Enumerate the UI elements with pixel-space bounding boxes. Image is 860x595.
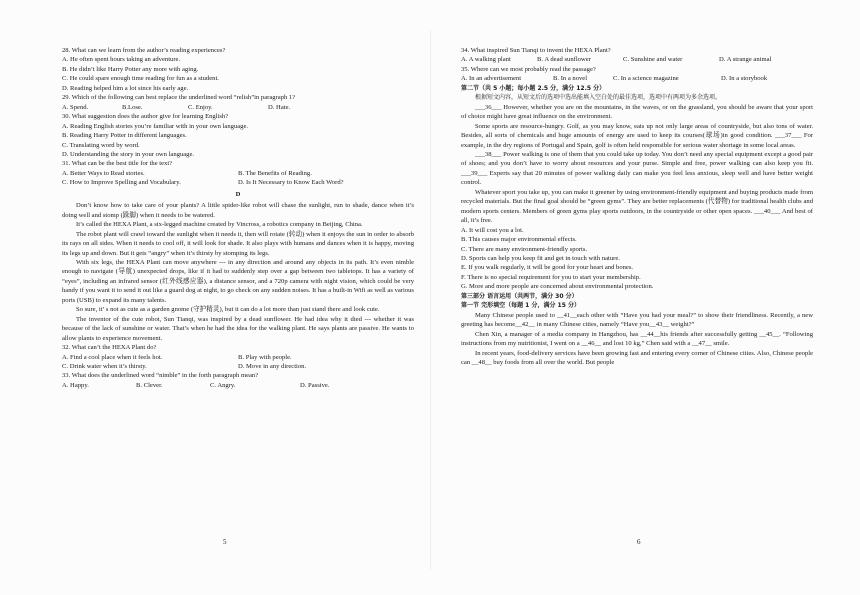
q31-option-b: B. The Benefits of Reading. [238,169,312,177]
section-1-title: 第一节 完形填空（每题 1 分，满分 15 分） [461,302,580,310]
left-page [62,46,414,390]
section-d-heading: D [235,190,241,198]
q32-options-row1 [62,353,414,362]
page-number-right: 6 [637,538,641,546]
q33-option-d: D. Passive. [300,381,330,389]
q32-option-b: B. Play with people. [238,353,292,361]
q30-option-b: B. Reading Harry Potter in different languages. [62,132,187,140]
page-gutter [430,30,431,570]
question-35: 35. Where can we most probably read the passage? [461,65,596,73]
choice-g: G. More and more people are concerned about environmental protection. [461,283,654,291]
q33-option-b: B. Clever. [136,381,163,389]
q29-option-a: A. Spend. [62,103,89,111]
passage-d-paragraph-5: So sure, it’ s not as cute as a garden gnome (守护精灵), but it can do a lot more than just stand there and look cute. [76,306,380,314]
reading-paragraph-3: ___38___ Power walking is one of them that you could take up today. You don’t need any special equipment except a good pair of shoes; and you don’t have to worry about resources and your purse. Simple and free, power walking can also keep you fit. ___39___ Experts say that 20 minutes of power walking daily can make you feel less anxious, sleep well and have better weight control. [461,150,813,187]
q28-option-c: C. He could spare enough time reading for fun as a student. [62,75,219,83]
passage-d-paragraph-2: It’s called the HEXA Plant, a six-legged machine created by Vincross, a robotics company in Beijing, China. [76,221,363,229]
question-28: 28. What can we learn from the author’s reading experiences? [62,47,226,54]
q35-option-c: C. In a science magazine [613,75,679,83]
q30-option-c: C. Translating word by word. [62,141,140,149]
choice-b: B. This causes major environmental effects. [461,236,577,244]
q31-option-a: A. Better Ways to Read stories. [62,169,145,177]
question-30: 30. What suggestion does the author give for learning English? [62,113,229,121]
q34-option-d: D. A strange animal [719,56,772,64]
question-31: 31. What can be the best title for the text? [62,160,173,168]
passage-d-paragraph-3: The robot plant will crawl toward the sunlight when it needs it, then will rotate (转动) when it enjoys the sun in order to absorb its rays on all sides. When it needs to cool off, it will look for shade. It also plays with humans and dances when it is happy, moving its legs up and down. But it gets “angry” when it’s thirsty by stomping its legs. [62,230,414,257]
reading-paragraph-2: Some sports are resource-hungry. Golf, as you may know, eats up not only large areas of countryside, but also tons of water. Besides, all sorts of chemicals and huge amounts of energy are used to keep its courses(球场)in good condition. ___37___ For example, in the dry regions of Portugal and Spain, golf is often held responsible for serious water shortage in some local areas. [461,122,813,149]
reading-paragraph-1: ___36___ However, whether you are on the mountains, in the waves, or on the grassland, you should be aware that your sport of choice might have great influence on the environment. [461,103,813,121]
choice-a: A. It will cost you a lot. [461,226,524,234]
choice-c: C. There are many environment-friendly sports. [461,245,588,253]
reading-paragraph-4: Whatever sport you take up, you can make it greener by using environment-friendly equipment and buying products made from recycled materials. But the final goal should be “green gyms”. They are better replacements (代替物) for traditional health clubs and modern sports centers. Members of green gyms play sports outdoors, in the countryside or other open spaces. ___40___ And best of all, it’s free. [461,188,813,225]
q29-option-c: C. Enjoy. [188,103,213,111]
cloze-paragraph-1: Many Chinese people used to __41__each other with “Have you had your meal?” to show their friendliness. Recently, a new greeting has become__42__ in many Chinese cities, namely “Have you__43__ weight?” [461,311,813,329]
q31-option-c: C. How to Improve Spelling and Vocabulary. [62,179,181,187]
q32-option-d: D. Move in any direction. [238,362,307,370]
passage-d-paragraph-6: The inventor of the cute robot, Sun Tianqi, was inspired by a dead sunflower. He had idea why it died --- whether it was because of the lack of sunshine or water. That’s when he had the idea for the walking plant. He says plants are passive. He wants to allow plants to experience movement. [62,315,414,342]
section-2-title: 第二节（共 5 小题；每小题 2.5 分，满分 12.5 分） [461,84,606,92]
choice-f: F. There is no special requirement for you to start your membership. [461,273,641,281]
q31-options-row1 [62,169,414,178]
q29-option-b: B.Lose. [122,103,143,111]
q33-option-a: A. Happy. [62,381,89,389]
question-34: 34. What inspired Sun Tianqi to invent the HEXA Plant? [461,47,611,54]
q33-options [62,381,414,390]
q33-option-c: C. Angry. [210,381,236,389]
q30-option-a: A. Reading English stories you’re familiar with in your own language. [62,122,249,130]
part-3-title: 第三部分 语言运用（共两节，满分 30 分） [461,292,578,300]
section-2-instructions: 根据短文内容，从短文后的选项中选出能填入空白处的最佳选项，选项中有两项为多余选项。 [475,94,722,102]
q31-options-row2 [62,178,414,187]
q34-option-c: C. Sunshine and water [623,56,683,64]
q31-option-d: D. Is It Necessary to Know Each Word? [238,179,344,187]
question-33: 33. What does the underlined word “nimble” in the forth paragraph mean? [62,372,259,380]
q35-option-b: B. In a novel [553,75,588,83]
q35-option-a: A. In an advertisement [461,75,522,83]
q35-options [461,74,813,83]
page-number-left: 5 [223,538,227,546]
choice-e: E. If you walk regularly, it will be good for your heart and bones. [461,264,634,272]
q28-option-d: D. Reading helped him a lot since his early age. [62,84,189,92]
q35-option-d: D. In a storybook [721,75,768,83]
cloze-paragraph-3: In recent years, food-delivery services have been growing fast and entering every corner of Chinese cities. Also, Chinese people can __48__ buy foods from all over the world. But people [461,349,813,366]
q28-option-b: B. He didn’t like Harry Potter any more with aging. [62,65,199,73]
q34-option-a: A. A walking plant [461,56,511,64]
right-page [461,46,813,367]
q32-option-a: A. Find a cool place when it feels hot. [62,353,163,361]
q32-option-c: C. Drink water when it’s thirsty. [62,362,147,370]
q28-option-a: A. He often spent hours taking an adventure. [62,56,181,64]
choice-d: D. Sports can help you keep fit and get in touch with nature. [461,254,620,262]
question-32: 32. What can’t the HEXA Plant do? [62,344,157,352]
q29-options [62,103,414,112]
passage-d-paragraph-4: With six legs, the HEXA Plant can move anywhere --- in any direction and around any objects in its path. It’s even nimble enough to navigate (导航) unexpected drops, like if it had to suddenly step over a gap between two tabletops. It has a variety of “eyes”, including an infrared sensor (红外线感应器), a distance sensor, and a 720p camera with night vision, which could be very handy if you want it to send it out like a guard dog at night, to go check on any sudden noises. It has a built-in Wifi as well as various ports (USB) to expand its many talents. [62,258,414,304]
q34-options [461,55,813,64]
cloze-paragraph-2: Chen Xin, a manager of a media company in Hangzhou, has __44__his friends after successfully getting __45__. “Following instructions from my nutritionist, I went on a __46__ and lost 10 kg,” Chen said with a __47__ smile. [461,330,813,348]
q29-option-d: D. Hate. [268,103,291,111]
q32-options-row2 [62,362,414,371]
q30-option-d: D. Understanding the story in your own language. [62,150,195,158]
q34-option-b: B. A dead sunflower [537,56,591,64]
passage-d-paragraph-1: Don’t know how to take care of your plants? A little spider-like robot will chase the sunlight, run to shade, dance when it’s doing well and stomp (跺脚) when it needs to be watered. [62,202,414,219]
question-29: 29. Which of the following can best replace the underlined word “relish”in paragraph 1? [62,94,296,102]
